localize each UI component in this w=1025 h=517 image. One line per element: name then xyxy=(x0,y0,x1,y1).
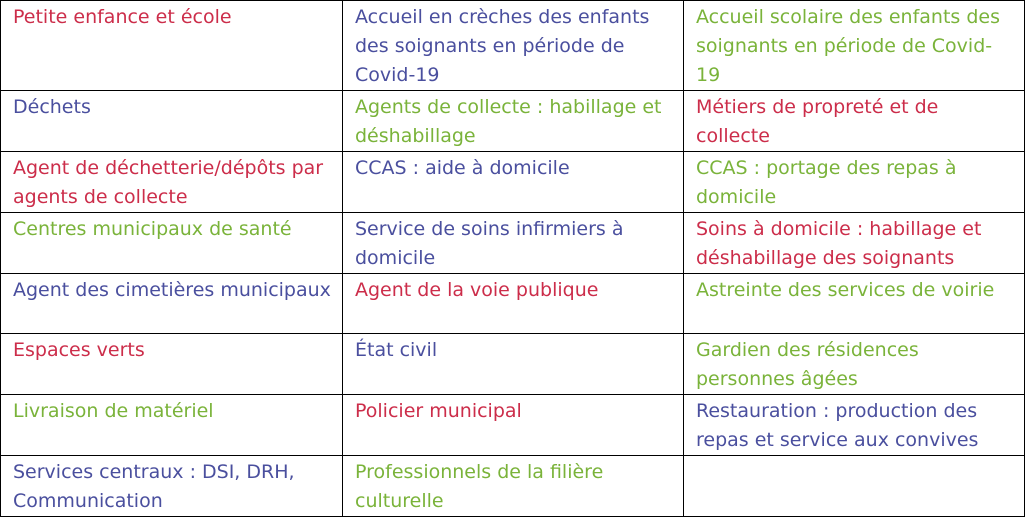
table-row xyxy=(1,274,1025,334)
table-cell: Agent de la voie publique xyxy=(343,274,684,334)
table-cell: Policier municipal xyxy=(343,395,684,456)
table-cell: Gardien des résidences personnes âgées xyxy=(684,334,1025,395)
table-cell: Professionnels de la filière culturelle xyxy=(343,456,684,517)
table-cell: Centres municipaux de santé xyxy=(1,213,343,274)
table-cell: Déchets xyxy=(1,91,343,152)
table-cell: Services centraux : DSI, DRH, Communication xyxy=(1,456,343,517)
table-cell: Espaces verts xyxy=(1,334,343,395)
table-cell: Livraison de matériel xyxy=(1,395,343,456)
table-cell: Agent des cimetières municipaux xyxy=(1,274,343,334)
table-cell: Service de soins infirmiers à domicile xyxy=(343,213,684,274)
table-cell: CCAS : aide à domicile xyxy=(343,152,684,213)
table-row xyxy=(1,152,1025,213)
table-row xyxy=(1,213,1025,274)
table-cell: Métiers de propreté et de collecte xyxy=(684,91,1025,152)
table-row xyxy=(1,456,1025,517)
table-row xyxy=(1,334,1025,395)
table-cell: Agents de collecte : habillage et déshabillage xyxy=(343,91,684,152)
table-cell-empty xyxy=(684,456,1025,517)
table-row xyxy=(1,1,1025,91)
table-cell: Restauration : production des repas et service aux convives xyxy=(684,395,1025,456)
table-cell: Soins à domicile : habillage et déshabillage des soignants xyxy=(684,213,1025,274)
table-cell: Astreinte des services de voirie xyxy=(684,274,1025,334)
table-cell: Agent de déchetterie/dépôts par agents de collecte xyxy=(1,152,343,213)
table-cell: Accueil en crèches des enfants des soignants en période de Covid-19 xyxy=(343,1,684,91)
table-cell: Accueil scolaire des enfants des soignants en période de Covid-19 xyxy=(684,1,1025,91)
table-cell: État civil xyxy=(343,334,684,395)
table-row xyxy=(1,395,1025,456)
table-row xyxy=(1,91,1025,152)
table-cell: CCAS : portage des repas à domicile xyxy=(684,152,1025,213)
table-cell: Petite enfance et école xyxy=(1,1,343,91)
